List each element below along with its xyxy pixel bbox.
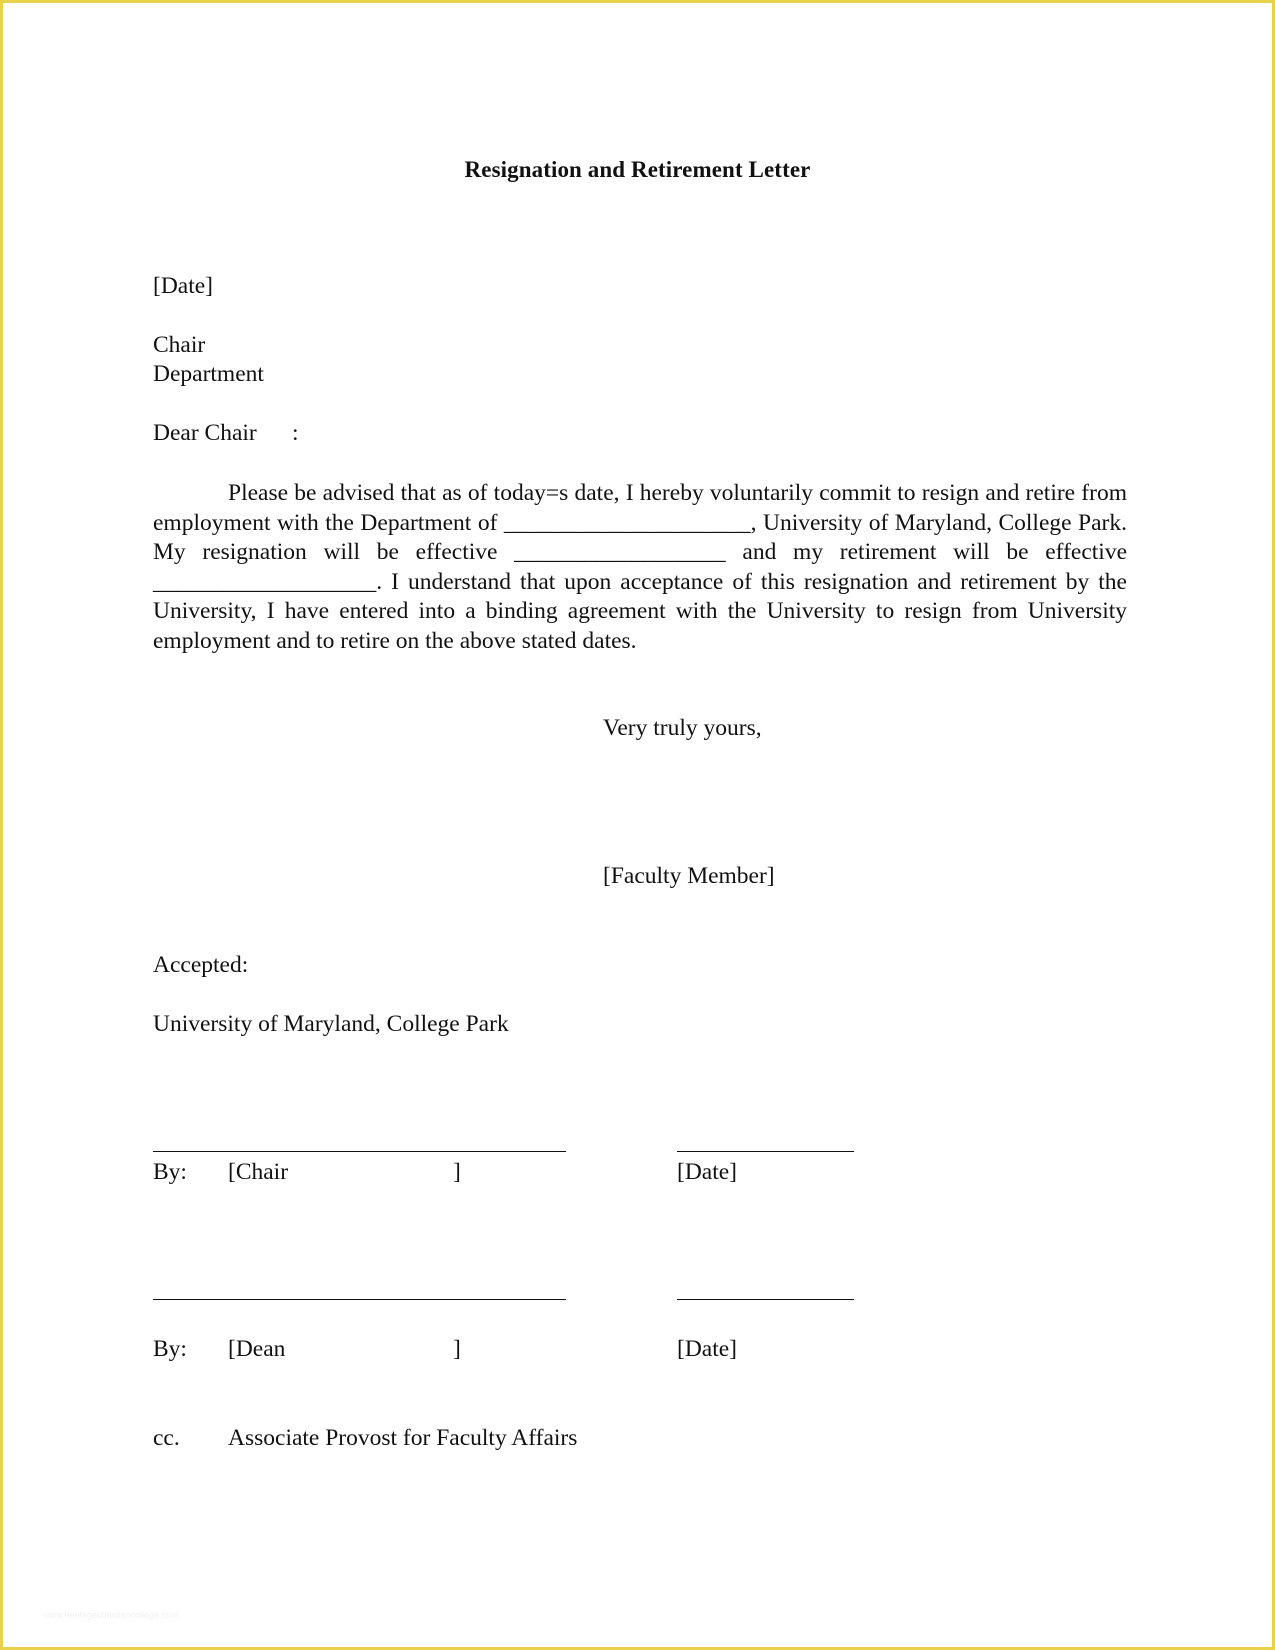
body-paragraph xyxy=(153,479,1127,657)
dean-by-label: By: xyxy=(153,1336,187,1362)
body-text-4: . I understand that upon acceptance of this resignation and retirement by the University, I have entered into a binding agreement with the University to resign from University employment and to retire on the above stated dates. xyxy=(153,568,1127,654)
dean-date-line xyxy=(677,1299,854,1300)
chair-date-line xyxy=(677,1151,854,1152)
chair-name-placeholder: [Chair xyxy=(228,1159,289,1185)
chair-by-label: By: xyxy=(153,1159,187,1185)
chair-signature-line xyxy=(153,1151,566,1152)
body-text-3: and my retirement will be effective xyxy=(725,539,1128,566)
accepted-label: Accepted: xyxy=(153,952,249,978)
dean-name-placeholder: [Dean xyxy=(228,1336,286,1362)
resignation-date-blank: __________________ xyxy=(514,539,726,566)
watermark: www.heritagechristiancollege.com xyxy=(43,1610,179,1620)
date-placeholder: [Date] xyxy=(153,273,214,299)
dean-signature-line xyxy=(153,1299,566,1300)
dean-date-label: [Date] xyxy=(677,1336,738,1362)
institution-name: University of Maryland, College Park xyxy=(153,1011,509,1037)
salutation: Dear Chair : xyxy=(153,420,299,446)
cc-recipient: Associate Provost for Faculty Affairs xyxy=(228,1425,578,1451)
chair-date-label: [Date] xyxy=(677,1159,738,1185)
recipient-department: Department xyxy=(153,361,264,387)
signer-name: [Faculty Member] xyxy=(603,863,775,889)
dean-close-bracket: ] xyxy=(453,1336,461,1362)
recipient-title: Chair xyxy=(153,332,206,358)
letter-title: Resignation and Retirement Letter xyxy=(464,157,811,182)
retirement-date-blank: ___________________ xyxy=(153,568,377,595)
cc-label: cc. xyxy=(153,1425,180,1451)
body-text-2: , University of Maryland, College Park. My resignation will be effective xyxy=(153,509,1127,566)
chair-close-bracket: ] xyxy=(453,1159,461,1185)
closing: Very truly yours, xyxy=(603,715,762,741)
department-blank: _____________________ xyxy=(503,509,751,536)
body-text-1: Please be advised that as of today=s date, I hereby voluntarily commit to resign and retire from employment with the Department of xyxy=(153,480,1127,536)
